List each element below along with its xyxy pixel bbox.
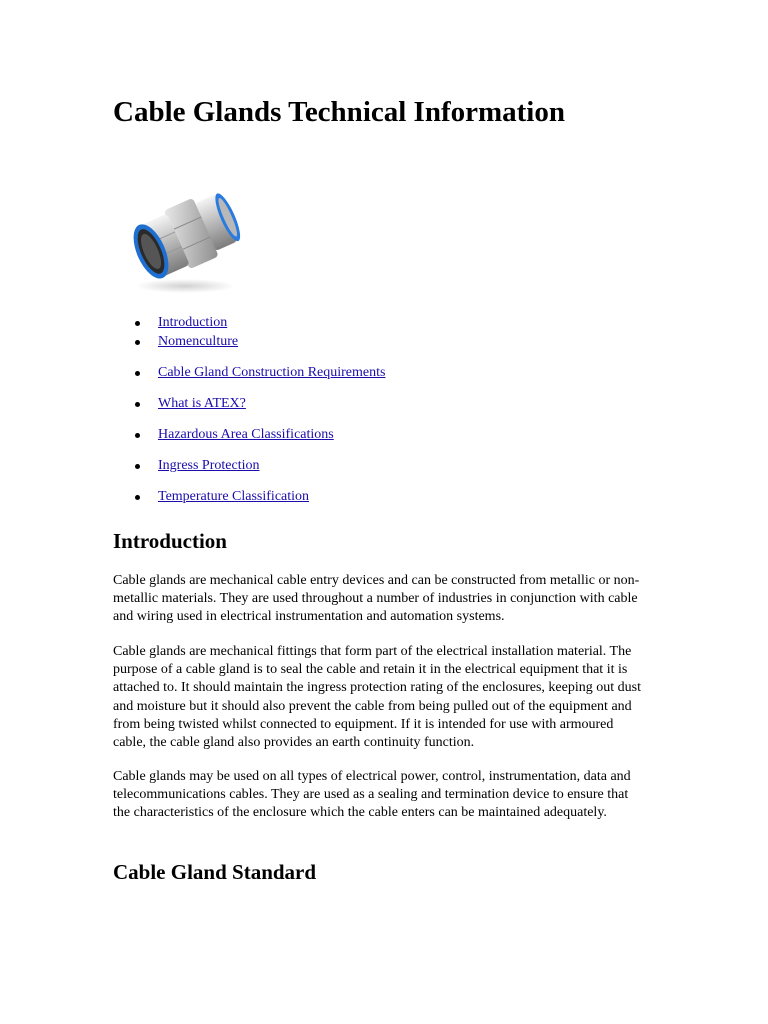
toc-link-introduction[interactable]: Introduction xyxy=(158,315,228,330)
bullet-icon xyxy=(135,321,140,326)
bullet-icon xyxy=(135,402,140,407)
toc-link-temperature-classification[interactable]: Temperature Classification xyxy=(158,489,310,504)
bullet-icon xyxy=(135,495,140,500)
bullet-icon xyxy=(135,340,140,345)
toc-link-hazardous-area[interactable]: Hazardous Area Classifications xyxy=(158,427,334,442)
toc-item xyxy=(113,426,385,444)
toc-item xyxy=(113,488,385,506)
bullet-icon xyxy=(135,464,140,469)
intro-paragraph-3: Cable glands may be used on all types of electrical power, control, instrumentation, data and telecommunications cables. They are used as a sealing and termination device to ensure that the characteristics of the enclosure which the cable enters can be maintained adequately. xyxy=(113,769,631,821)
bullet-icon xyxy=(135,433,140,438)
intro-paragraph-2: Cable glands are mechanical fittings that form part of the electrical installation material. The purpose of a cable gland is to seal the cable and retain it in the electrical equipment that it is attached to. It should maintain the ingress protection rating of the enclosures, keeping out dust and moisture but it should also prevent the cable from being pulled out of the equipment and from being twisted whilst connected to equipment. If it is intended for use with armoured cable, the cable gland also provides an earth continuity function. xyxy=(113,644,641,751)
table-of-contents xyxy=(113,314,385,506)
section-heading-standard: Cable Gland Standard xyxy=(113,860,317,884)
toc-item xyxy=(113,457,385,475)
toc-item xyxy=(113,395,385,413)
page-title: Cable Glands Technical Information xyxy=(113,96,565,128)
toc-link-nomenculture[interactable]: Nomenculture xyxy=(158,334,239,349)
toc-link-what-is-atex[interactable]: What is ATEX? xyxy=(158,396,246,411)
toc-link-ingress-protection[interactable]: Ingress Protection xyxy=(158,458,260,473)
toc-link-construction-requirements[interactable]: Cable Gland Construction Requirements xyxy=(158,365,386,380)
toc-item xyxy=(113,364,385,382)
toc-item xyxy=(113,314,385,332)
intro-paragraph-1: Cable glands are mechanical cable entry devices and can be constructed from metallic or non-metallic materials. They are used throughout a number of industries in conjunction with cable and wiring used in electrical instrumentation and automation systems. xyxy=(113,573,640,625)
bullet-icon xyxy=(135,371,140,376)
section-heading-introduction: Introduction xyxy=(113,529,227,553)
toc-item xyxy=(113,333,385,351)
cable-gland-image xyxy=(125,178,257,296)
